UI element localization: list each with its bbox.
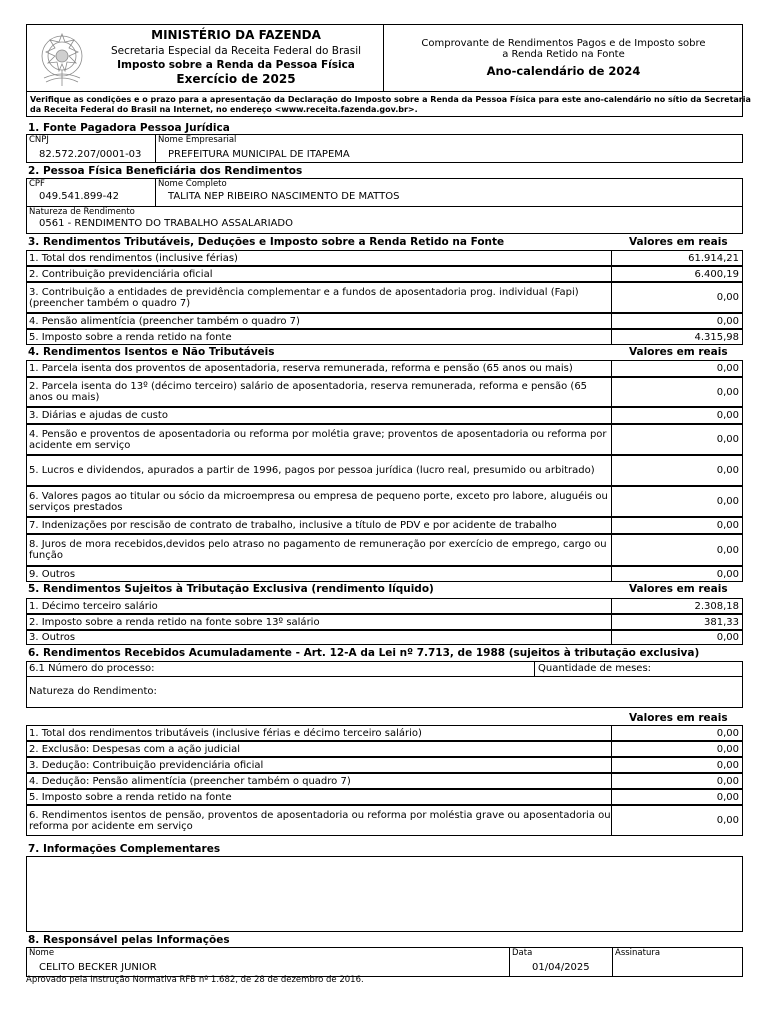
cnpj-value: 82.572.207/0001-03 — [39, 149, 142, 160]
row-label: 5. Lucros e dividendos, apurados a partir de 1996, pagos por pessoa jurídica (lucro real, presumido ou arbitrado) — [29, 465, 595, 476]
row-label: 3. Contribuição a entidades de previdência complementar e a fundos de aposentadoria prog. individual (Fapi) (preencher também o quadro 7) — [29, 286, 579, 309]
table-row — [26, 455, 743, 486]
table-row — [26, 789, 743, 805]
row-value: 381,33 — [611, 614, 742, 630]
table-row — [26, 598, 743, 614]
cpf-value: 049.541.899-42 — [39, 191, 119, 202]
cpf-label: CPF — [29, 179, 45, 189]
section5-title: 5. Rendimentos Sujeitos à Tributação Exclusiva (rendimento líquido) — [28, 583, 434, 595]
row-label: 3. Outros — [29, 632, 76, 643]
row-label: 2. Exclusão: Despesas com a ação judicial — [29, 743, 241, 755]
row-label: 4. Dedução: Pensão alimentícia (preencher também o quadro 7) — [29, 775, 351, 787]
row-value: 0,00 — [611, 360, 742, 377]
row-label: 2. Parcela isenta do 13º (décimo terceiro) salário de aposentadoria, reserva remunerada, reforma e pensão (65 anos ou mais) — [29, 381, 588, 403]
section3-title: 3. Rendimentos Tributáveis, Deduções e Imposto sobre a Renda Retido na Fonte — [28, 236, 505, 248]
row-label: 1. Total dos rendimentos tributáveis (inclusive férias e décimo terceiro salário) — [29, 727, 422, 739]
table-row — [26, 773, 743, 789]
row-value: 0,00 — [611, 455, 742, 486]
section1-title: 1. Fonte Pagadora Pessoa Jurídica — [28, 122, 230, 134]
section3-values-header: Valores em reais — [629, 236, 728, 248]
section8-divider-1 — [509, 947, 510, 977]
row-label: 6. Valores pagos ao titular ou sócio da microempresa ou empresa de pequeno porte, exceto pro labore, aluguéis ou serviços prestados — [29, 490, 608, 513]
exercise-year: Exercício de 2025 — [176, 72, 296, 86]
nature-value: 0561 - RENDIMENTO DO TRABALHO ASSALARIADO — [39, 218, 293, 229]
calendar-year: Ano-calendário de 2024 — [486, 64, 641, 78]
section6-vdivider — [534, 661, 535, 676]
row-value: 61.914,21 — [611, 250, 742, 266]
row-label: 1. Parcela isenta dos proventos de aposentadoria, reserva remunerada, reforma e pensão (65 anos ou mais) — [29, 363, 573, 374]
nature-label: Natureza de Rendimento — [29, 207, 135, 217]
table-row — [26, 566, 743, 582]
doc-title-line2: a Renda Retido na Fonte — [502, 49, 625, 60]
section8-title: 8. Responsável pelas Informações — [28, 934, 230, 946]
table-row — [26, 486, 743, 517]
tax-title: Imposto sobre a Renda da Pessoa Física — [117, 59, 355, 71]
company-name-value: PREFEITURA MUNICIPAL DE ITAPEMA — [168, 149, 350, 160]
signature-label: Assinatura — [615, 948, 661, 958]
row-value: 0,00 — [611, 773, 742, 789]
row-value: 0,00 — [611, 407, 742, 424]
table-row — [26, 313, 743, 329]
row-value: 0,00 — [611, 789, 742, 805]
responsible-name-label: Nome — [29, 948, 55, 958]
row-value: 0,00 — [611, 741, 742, 757]
complementary-info-box — [26, 856, 743, 932]
notice-line1: Verifique as condições e o prazo para a apresentação da Declaração do Imposto sobre a Renda da Pessoa Física para este ano-calendário no sítio da Secretaria — [30, 95, 751, 104]
table-row — [26, 725, 743, 741]
row-value: 2.308,18 — [611, 598, 742, 614]
section4-values-header: Valores em reais — [629, 346, 728, 358]
row-label: 3. Dedução: Contribuição previdenciária oficial — [29, 759, 264, 771]
row-value: 0,00 — [611, 517, 742, 534]
row-label: 5. Imposto sobre a renda retido na fonte — [29, 331, 232, 343]
income-nature-label: Natureza do Rendimento: — [29, 686, 157, 697]
footer-approval: Aprovado pela Instrução Normativa RFB nº 1.682, de 28 de dezembro de 2016. — [26, 975, 364, 985]
date-value: 01/04/2025 — [532, 962, 590, 973]
secretariat-line: Secretaria Especial da Receita Federal do Brasil — [110, 45, 362, 57]
responsible-name-value: CELITO BECKER JUNIOR — [39, 962, 157, 973]
doc-title-line1: Comprovante de Rendimentos Pagos e de Imposto sobre — [421, 38, 706, 49]
row-label: 5. Imposto sobre a renda retido na fonte — [29, 791, 232, 803]
row-value: 0,00 — [611, 377, 742, 407]
row-label: 1. Total dos rendimentos (inclusive férias) — [29, 252, 238, 264]
date-label: Data — [512, 948, 533, 958]
row-value: 0,00 — [611, 486, 742, 517]
row-label: 9. Outros — [29, 568, 76, 580]
full-name-value: TALITA NEP RIBEIRO NASCIMENTO DE MATTOS — [168, 191, 400, 202]
row-value: 0,00 — [611, 566, 742, 582]
row-value: 0,00 — [611, 805, 742, 836]
ministry-title: MINISTÉRIO DA FAZENDA — [151, 28, 321, 42]
section4-title: 4. Rendimentos Isentos e Não Tributáveis — [28, 346, 275, 358]
row-value: 0,00 — [611, 534, 742, 566]
section2-vdivider — [155, 178, 156, 206]
table-row — [26, 424, 743, 455]
row-label: 6. Rendimentos isentos de pensão, proventos de aposentadoria ou reforma por moléstia grave ou aposentadoria ou reforma por acidente em serviço — [29, 809, 611, 832]
section7-title: 7. Informações Complementares — [28, 843, 221, 855]
table-row — [26, 266, 743, 282]
table-row — [26, 614, 743, 630]
row-label: 2. Imposto sobre a renda retido na fonte sobre 13º salário — [29, 616, 320, 628]
row-value: 0,00 — [611, 424, 742, 455]
table-row — [26, 282, 743, 313]
coat-of-arms-icon — [32, 28, 92, 88]
table-row — [26, 360, 743, 377]
process-number-label: 6.1 Número do processo: — [29, 663, 155, 674]
table-row — [26, 517, 743, 534]
row-label: 3. Diárias e ajudas de custo — [29, 410, 168, 421]
table-row — [26, 407, 743, 424]
section6-values-header: Valores em reais — [629, 712, 728, 724]
row-label: 4. Pensão alimentícia (preencher também o quadro 7) — [29, 315, 300, 327]
table-row — [26, 534, 743, 566]
table-row — [26, 250, 743, 266]
cnpj-label: CNPJ — [29, 135, 49, 145]
section6-title: 6. Rendimentos Recebidos Acumuladamente - Art. 12-A da Lei nº 7.713, de 1988 (sujeitos à tributação exclusiva) — [28, 647, 700, 659]
row-value: 0,00 — [611, 313, 742, 329]
notice-line2: da Receita Federal do Brasil na Internet, no endereço <www.receita.fazenda.gov.br>. — [30, 105, 418, 114]
row-label: 2. Contribuição previdenciária oficial — [29, 268, 213, 280]
months-quantity-label: Quantidade de meses: — [538, 663, 652, 674]
section5-values-header: Valores em reais — [629, 583, 728, 595]
table-row — [26, 757, 743, 773]
section2-title: 2. Pessoa Física Beneficiária dos Rendimentos — [28, 165, 303, 177]
full-name-label: Nome Completo — [158, 179, 227, 189]
section6-hdivider — [26, 676, 743, 677]
table-row — [26, 741, 743, 757]
row-value: 0,00 — [611, 725, 742, 741]
row-label: 7. Indenizações por rescisão de contrato de trabalho, inclusive a título de PDV e por acidente de trabalho — [29, 520, 557, 531]
row-label: 1. Décimo terceiro salário — [29, 600, 158, 612]
table-row — [26, 377, 743, 407]
row-value: 4.315,98 — [611, 329, 742, 345]
company-name-label: Nome Empresarial — [158, 135, 237, 145]
row-label: 4. Pensão e proventos de aposentadoria ou reforma por molétia grave; proventos de aposentadoria ou reforma por acidente em serviço — [29, 428, 607, 451]
row-value: 0,00 — [611, 282, 742, 313]
row-value: 0,00 — [611, 757, 742, 773]
row-value: 0,00 — [611, 630, 742, 645]
table-row — [26, 630, 743, 645]
row-value: 6.400,19 — [611, 266, 742, 282]
table-row — [26, 805, 743, 836]
section1-divider — [155, 134, 156, 163]
section8-divider-2 — [612, 947, 613, 977]
row-label: 8. Juros de mora recebidos,devidos pelo atraso no pagamento de remuneração por exercício de emprego, cargo ou função — [29, 539, 607, 561]
table-row — [26, 329, 743, 345]
